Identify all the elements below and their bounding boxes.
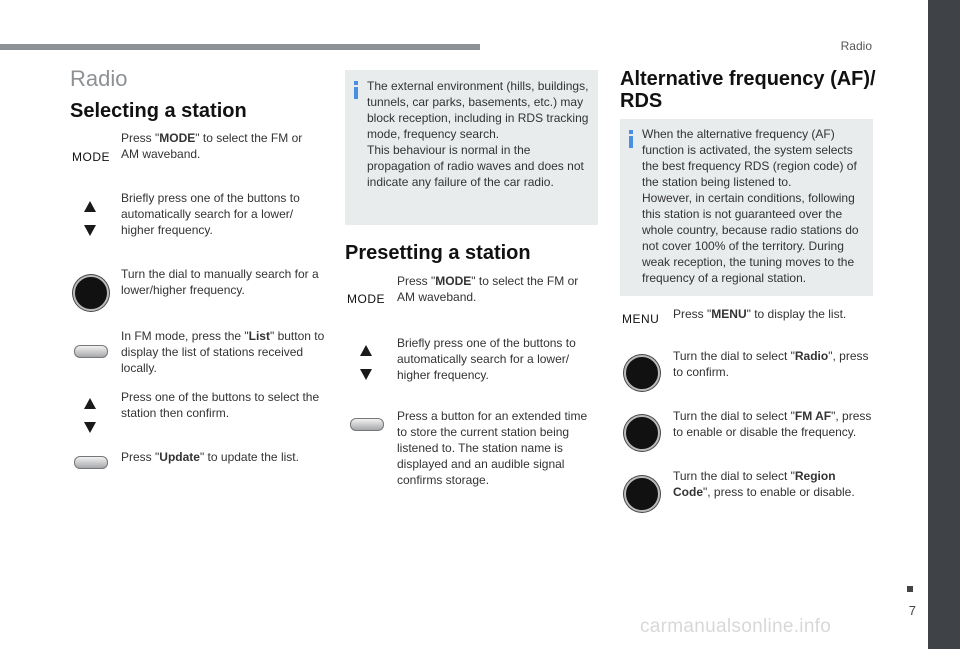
- presetting-step-3: Press a button for an extended time to store the current station being listened to. The station name is displayed and an audible signal confirms storage.: [397, 409, 588, 487]
- selecting-step-4: In FM mode, press the "List" button to display the list of stations received locally.: [121, 329, 325, 375]
- dial-knob-icon: [624, 355, 660, 391]
- info-icon: [354, 81, 358, 99]
- watermark: carmanualsonline.info: [640, 616, 832, 637]
- page-number: 7: [908, 603, 916, 618]
- note-reception-line-2: This behaviour is normal in the propagation of radio waves and does not indicate any failure of the car radio.: [367, 143, 584, 189]
- dial-knob-icon: [73, 275, 109, 311]
- selecting-step-1: Press "MODE" to select the FM or AM waveband.: [121, 131, 303, 161]
- section-title: Radio: [70, 66, 128, 91]
- af-step-2: Turn the dial to select "Radio", press to confirm.: [673, 349, 869, 379]
- af-heading: Alternative frequency (AF)/ RDS: [620, 68, 876, 112]
- up-down-arrows-icon: [359, 345, 373, 381]
- presetting-heading: Presetting a station: [345, 242, 531, 264]
- preset-button-icon: [350, 418, 384, 431]
- mode-button-icon: MODE: [347, 292, 385, 306]
- presetting-step-1: Press "MODE" to select the FM or AM waveband.: [397, 274, 579, 304]
- up-down-arrows-icon: [83, 398, 97, 434]
- side-strip: [928, 0, 960, 649]
- page-continue-mark: [907, 586, 913, 592]
- note-af-line-2: However, in certain conditions, following this station is not guaranteed over the whole country, because radio stations do not cover 100% of the territory. During weak reception, the tuning moves to the frequency of a regional station.: [642, 191, 859, 285]
- note-af: [620, 119, 873, 296]
- af-step-4: Turn the dial to select "Region Code", press to enable or disable.: [673, 469, 855, 499]
- list-button-icon: [74, 345, 108, 358]
- note-af-line-1: When the alternative frequency (AF) function is activated, the system selects the best frequency RDS (region code) of the station being listened to.: [642, 127, 857, 189]
- note-reception: [345, 70, 598, 225]
- note-reception-line-1: The external environment (hills, buildings, tunnels, car parks, basements, etc.) may block reception, including in RDS tracking mode, frequency search.: [367, 79, 589, 141]
- dial-knob-icon: [624, 415, 660, 451]
- selecting-step-3: Turn the dial to manually search for a lower/higher frequency.: [121, 267, 319, 297]
- selecting-step-6: Press "Update" to update the list.: [121, 450, 299, 464]
- selecting-heading: Selecting a station: [70, 100, 247, 122]
- dial-knob-icon: [624, 476, 660, 512]
- af-step-3: Turn the dial to select "FM AF", press to enable or disable the frequency.: [673, 409, 872, 439]
- top-rule: [0, 44, 480, 50]
- menu-button-icon: MENU: [622, 312, 660, 326]
- header-title: Radio: [840, 39, 872, 53]
- up-down-arrows-icon: [83, 201, 97, 237]
- af-step-1: Press "MENU" to display the list.: [673, 307, 847, 321]
- selecting-step-2: Briefly press one of the buttons to automatically search for a lower/ higher frequency.: [121, 191, 300, 237]
- mode-button-icon: MODE: [72, 150, 110, 164]
- presetting-step-2: Briefly press one of the buttons to automatically search for a lower/ higher frequency.: [397, 336, 576, 382]
- selecting-step-5: Press one of the buttons to select the station then confirm.: [121, 390, 320, 420]
- info-icon: [629, 130, 633, 148]
- update-button-icon: [74, 456, 108, 469]
